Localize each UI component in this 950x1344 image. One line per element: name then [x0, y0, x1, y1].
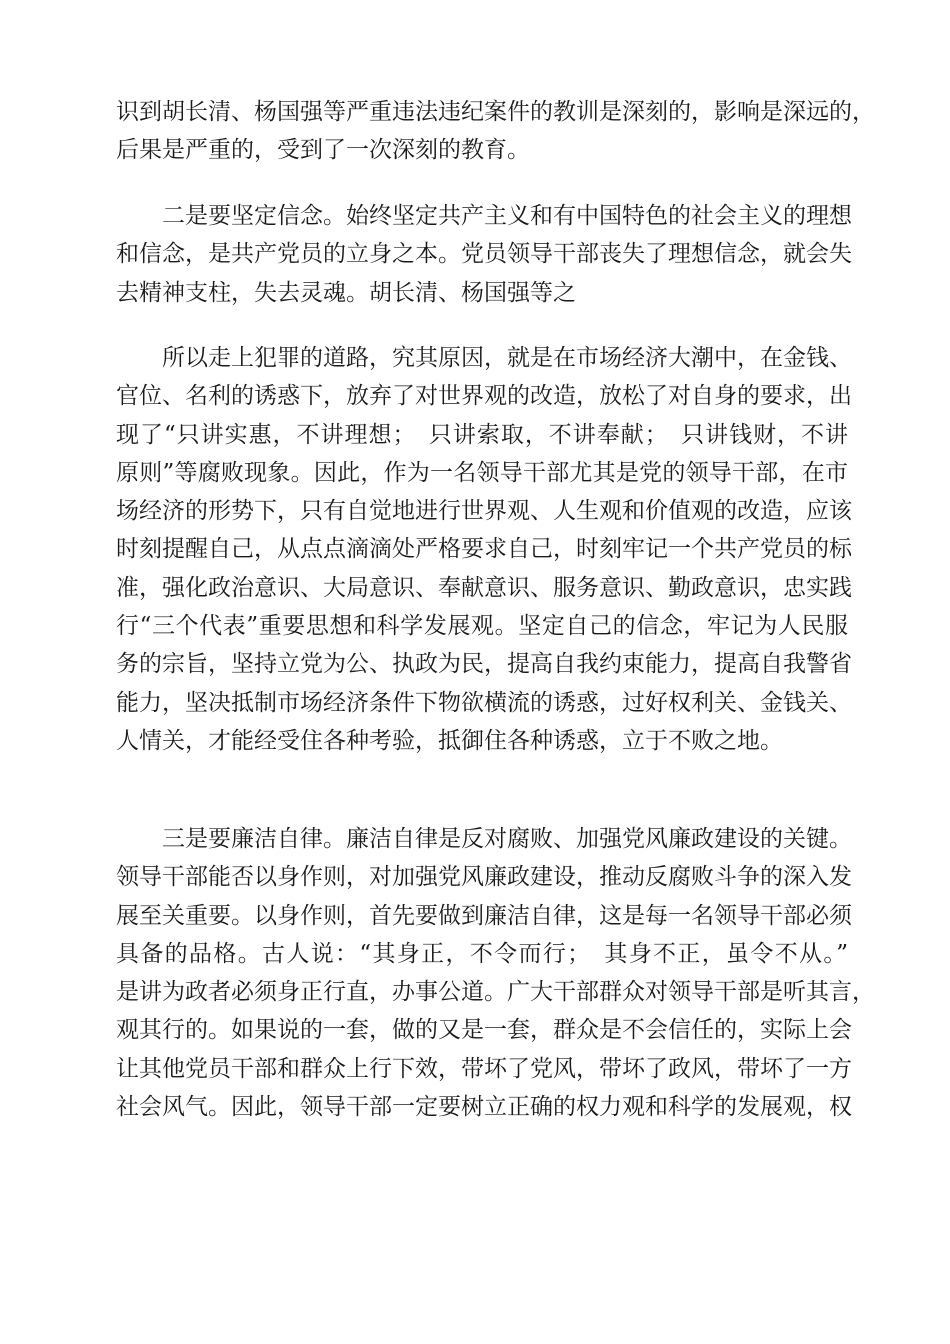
text-line: 时刻提醒自己，从点点滴滴处严格要求自己，时刻牢记一个共产党员的标: [116, 536, 852, 563]
text-line: 准，强化政治意识、大局意识、奉献意识、服务意识、勤政意识，忠实践: [116, 574, 852, 601]
paragraph-2: [116, 197, 852, 312]
text-line: 展至关重要。以身作则，首先要做到廉洁自律，这是每一名领导干部必须: [116, 902, 852, 929]
text-line: 社会风气。因此，领导干部一定要树立正确的权力观和科学的发展观，权: [116, 1094, 852, 1121]
text-line: 领导干部能否以身作则，对加强党风廉政建设，推动反腐败斗争的深入发: [116, 864, 852, 891]
text-line: 现了“只讲实惠，不讲理想； 只讲索取，不讲奉献； 只讲钱财，不讲: [116, 421, 848, 448]
text-line: 让其他党员干部和群众上行下效，带坏了党风，带坏了政风，带坏了一方: [116, 1055, 852, 1082]
text-line: 行“三个代表”重要思想和科学发展观。坚定自己的信念，牢记为人民服: [116, 613, 848, 640]
paragraph-4: [116, 820, 875, 1126]
text-line: 官位、名利的诱惑下，放弃了对世界观的改造，放松了对自身的要求，出: [116, 383, 852, 410]
text-line: 识到胡长清、杨国强等严重违法违纪案件的教训是深刻的，影响是深远的，: [116, 99, 875, 125]
text-line: 去精神支柱，失去灵魂。胡长清、杨国强等之: [116, 279, 576, 306]
text-line: 后果是严重的，受到了一次深刻的教育。: [116, 137, 530, 164]
text-line: 三是要廉洁自律。廉洁自律是反对腐败、加强党风廉政建设的关键。: [162, 826, 852, 852]
text-line: 是讲为政者必须身正行直，办事公道。广大干部群众对领导干部是听其言，: [116, 979, 875, 1006]
text-line: 务的宗旨，坚持立党为公、执政为民，提高自我约束能力，提高自我警省: [116, 651, 852, 678]
paragraph-1: [116, 93, 875, 170]
text-line: 二是要坚定信念。始终坚定共产主义和有中国特色的社会主义的理想: [162, 203, 852, 229]
text-line: 人情关，才能经受住各种考验，抵御住各种诱惑，立于不败之地。: [116, 727, 783, 754]
paragraph-3: [116, 339, 852, 760]
text-line: 原则”等腐败现象。因此，作为一名领导干部尤其是党的领导干部，在市: [116, 459, 848, 486]
text-line: 观其行的。如果说的一套，做的又是一套，群众是不会信任的，实际上会: [116, 1017, 852, 1044]
text-line: 场经济的形势下，只有自觉地进行世界观、人生观和价值观的改造，应该: [116, 498, 852, 525]
text-line: 能力，坚决抵制市场经济条件下物欲横流的诱惑，过好权利关、金钱关、: [116, 689, 852, 716]
text-line: 所以走上犯罪的道路，究其原因，就是在市场经济大潮中，在金钱、: [162, 345, 852, 371]
text-line: 和信念，是共产党员的立身之本。党员领导干部丧失了理想信念，就会失: [116, 241, 852, 268]
text-line: 具备的品格。古人说：“其身正，不令而行； 其身不正，虽令不从。”: [116, 940, 848, 967]
